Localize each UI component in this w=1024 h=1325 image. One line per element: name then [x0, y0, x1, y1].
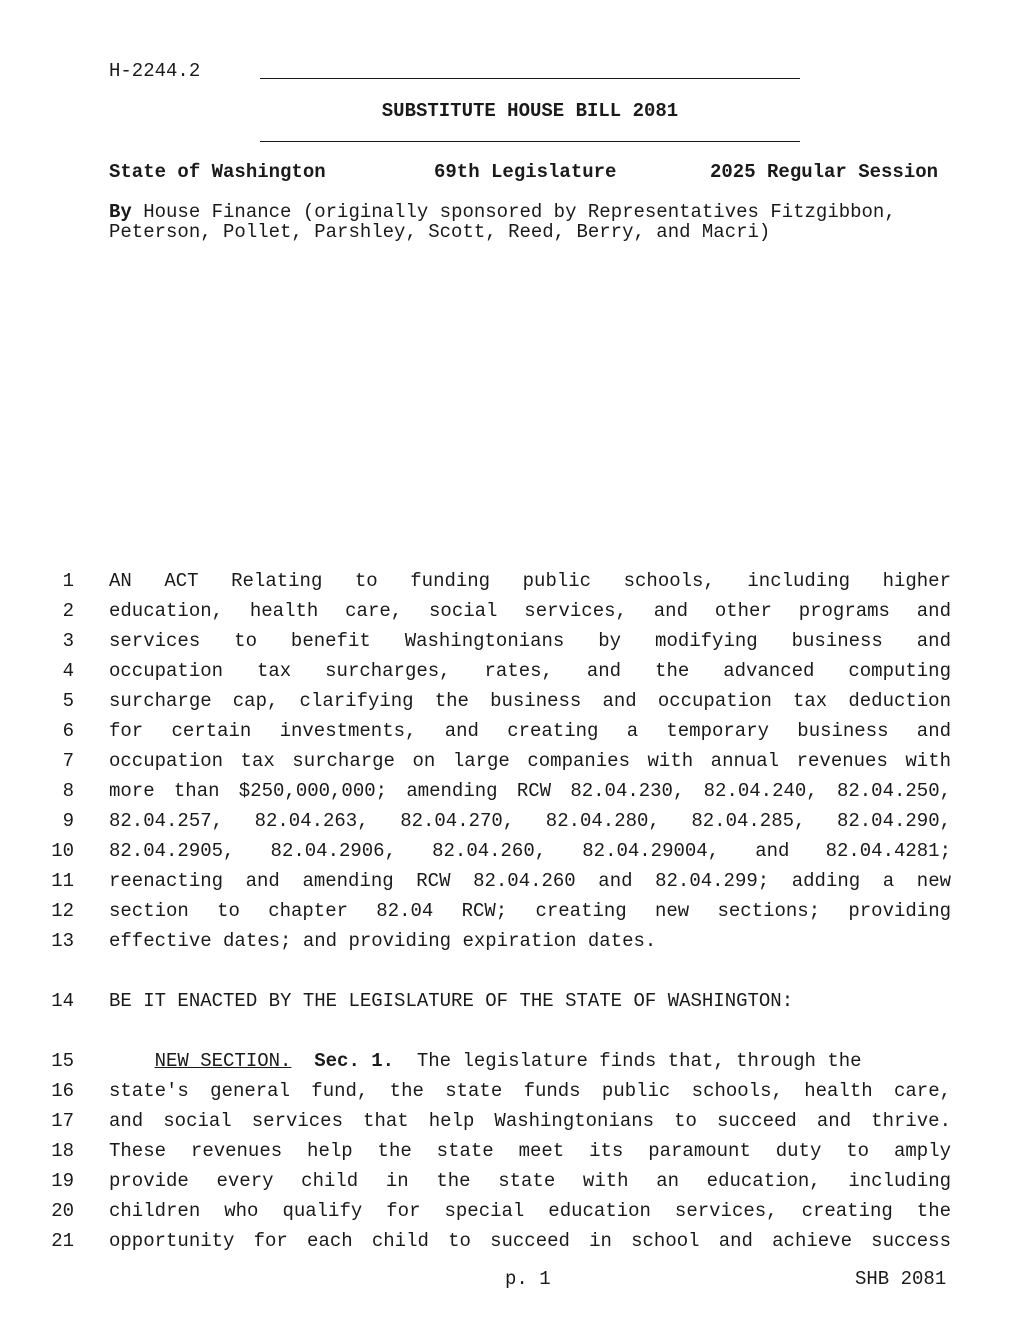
line-number: 10 — [51, 840, 74, 862]
line-number: 14 — [51, 990, 74, 1012]
line-number: 15 — [51, 1050, 74, 1072]
line-text: occupation tax surcharge on large companies with annual revenues with — [109, 750, 951, 772]
section-1-first-line — [109, 1050, 862, 1072]
legislature-label: 69th Legislature — [434, 161, 617, 183]
line-text: provide every child in the state with an education, including — [109, 1170, 951, 1192]
line-number: 13 — [51, 930, 74, 952]
line-text: AN ACT Relating to funding public schools, including higher — [109, 570, 951, 592]
line-number: 18 — [51, 1140, 74, 1162]
line-number: 5 — [62, 690, 74, 712]
line-number: 1 — [62, 570, 74, 592]
line-text: 82.04.2905, 82.04.2906, 82.04.260, 82.04.29004, and 82.04.4281; — [109, 840, 951, 862]
session-label: 2025 Regular Session — [710, 161, 939, 183]
bill-title: SUBSTITUTE HOUSE BILL 2081 — [381, 100, 679, 122]
footer-bill-id: SHB 2081 — [855, 1268, 947, 1290]
line-number: 2 — [62, 600, 74, 622]
line-text: occupation tax surcharges, rates, and the advanced computing — [109, 660, 951, 682]
line-text: and social services that help Washingtonians to succeed and thrive. — [109, 1110, 951, 1132]
enacting-clause: BE IT ENACTED BY THE LEGISLATURE OF THE STATE OF WASHINGTON: — [109, 990, 794, 1012]
line-text: surcharge cap, clarifying the business and occupation tax deduction — [109, 690, 951, 712]
page-number: p. 1 — [505, 1268, 551, 1290]
line-text: section to chapter 82.04 RCW; creating new sections; providing — [109, 900, 951, 922]
line-text: These revenues help the state meet its paramount duty to amply — [109, 1140, 951, 1162]
line-text: services to benefit Washingtonians by modifying business and — [109, 630, 951, 652]
line-number: 7 — [62, 750, 74, 772]
sponsors-line-1 — [109, 201, 896, 223]
line-number: 8 — [62, 780, 74, 802]
new-section-label: NEW SECTION. — [154, 1050, 292, 1072]
state-label: State of Washington — [109, 161, 326, 183]
line-number: 21 — [51, 1230, 74, 1252]
line-number: 16 — [51, 1080, 74, 1102]
sponsors-line-2: Peterson, Pollet, Parshley, Scott, Reed, Berry, and Macri) — [109, 221, 771, 243]
section-1-line-15-text: The legislature finds that, through the — [394, 1050, 862, 1072]
bottom-rule — [260, 141, 800, 142]
line-number: 3 — [62, 630, 74, 652]
by-label: By — [109, 201, 132, 223]
line-text: reenacting and amending RCW 82.04.260 and 82.04.299; adding a new — [109, 870, 951, 892]
line-text: children who qualify for special education services, creating the — [109, 1200, 951, 1222]
line-number: 19 — [51, 1170, 74, 1192]
document-id: H-2244.2 — [109, 60, 201, 82]
line-text: state's general fund, the state funds public schools, health care, — [109, 1080, 951, 1102]
line-text: education, health care, social services, and other programs and — [109, 600, 951, 622]
line-text: opportunity for each child to succeed in school and achieve success — [109, 1230, 951, 1252]
section-number: Sec. 1. — [314, 1050, 395, 1072]
line-number: 6 — [62, 720, 74, 742]
line-number: 12 — [51, 900, 74, 922]
top-rule — [260, 78, 800, 79]
line-number: 9 — [62, 810, 74, 832]
line-text: more than $250,000,000; amending RCW 82.04.230, 82.04.240, 82.04.250, — [109, 780, 951, 802]
line-text: 82.04.257, 82.04.263, 82.04.270, 82.04.280, 82.04.285, 82.04.290, — [109, 810, 951, 832]
line-number: 11 — [51, 870, 74, 892]
line-number: 17 — [51, 1110, 74, 1132]
line-number: 20 — [51, 1200, 74, 1222]
sponsors-text-1: House Finance (originally sponsored by Representatives Fitzgibbon, — [131, 201, 896, 223]
line-number: 4 — [62, 660, 74, 682]
line-text: for certain investments, and creating a temporary business and — [109, 720, 951, 742]
line-text: effective dates; and providing expiration dates. — [109, 930, 657, 952]
